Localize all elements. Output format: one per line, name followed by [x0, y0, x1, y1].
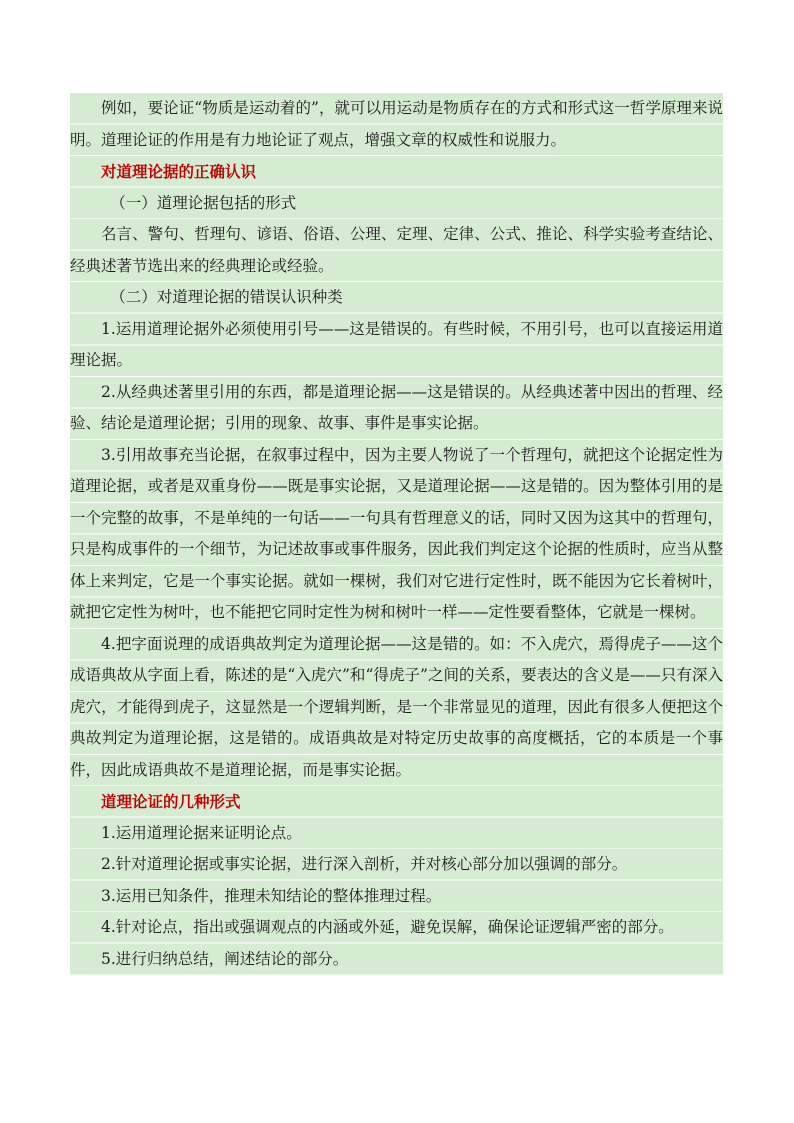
paragraph-misconception-2: 2.从经典述著里引用的东西，都是道理论据——这是错误的。从经典述著中因出的哲理、经验、结论是道理论据；引用的现象、故事、事件是事实论据。 — [70, 377, 723, 440]
list-item-form-2: 2.针对道理论据或事实论据，进行深入剖析，并对核心部分加以强调的部分。 — [70, 849, 723, 881]
paragraph-misconception-1: 1.运用道理论据外必须使用引号——这是错误的。有些时候，不用引号，也可以直接运用道理论据。 — [70, 314, 723, 377]
list-item-form-1: 1.运用道理论据来证明论点。 — [70, 818, 723, 850]
paragraph-misconception-4: 4.把字面说理的成语典故判定为道理论据——这是错的。如：不入虎穴，焉得虎子——这个成语典故从字面上看，陈述的是“入虎穴”和“得虎子”之间的关系，要表达的含义是——只有深入虎穴，才能得到虎子，这显然是一个逻辑判断，是一个非常显见的道理，因此有很多人便把这个典故判定为道理论据，这是错的。成语典故是对特定历史故事的高度概括，它的本质是一个事件，因此成语典故不是道理论据，而是事实论据。 — [70, 629, 723, 787]
paragraph-forms-list: 名言、警句、哲理句、谚语、俗语、公理、定理、定律、公式、推论、科学实验考查结论、经典述著节选出来的经典理论或经验。 — [70, 219, 723, 282]
paragraph-example: 例如，要论证“物质是运动着的”，就可以用运动是物质存在的方式和形式这一哲学原理来说明。道理论证的作用是有力地论证了观点，增强文章的权威性和说服力。 — [70, 93, 723, 156]
section-heading-argument-forms: 道理论证的几种形式 — [70, 786, 723, 818]
list-item-form-4: 4.针对论点，指出或强调观点的内涵或外延，避免误解，确保论证逻辑严密的部分。 — [70, 912, 723, 944]
list-item-form-3: 3.运用已知条件，推理未知结论的整体推理过程。 — [70, 881, 723, 913]
subheading-misconceptions: （二）对道理论据的错误认识种类 — [70, 282, 723, 314]
list-item-form-5: 5.进行归纳总结，阐述结论的部分。 — [70, 944, 723, 976]
subheading-forms: （一）道理论据包括的形式 — [70, 188, 723, 220]
section-heading-correct-understanding: 对道理论据的正确认识 — [70, 156, 723, 188]
paragraph-misconception-3: 3.引用故事充当论据，在叙事过程中，因为主要人物说了一个哲理句，就把这个论据定性为道理论据，或者是双重身份——既是事实论据，又是道理论据——这是错的。因为整体引用的是一个完整的故事，不是单纯的一句话——一句具有哲理意义的话，同时又因为这其中的哲理句，只是构成事件的一个细节，为记述故事或事件服务，因此我们判定这个论据的性质时，应当从整体上来判定，它是一个事实论据。就如一棵树，我们对它进行定性时，既不能因为它长着树叶，就把它定性为树叶，也不能把它同时定性为树和树叶一样——定性要看整体，它就是一棵树。 — [70, 440, 723, 629]
text-block — [70, 93, 723, 975]
